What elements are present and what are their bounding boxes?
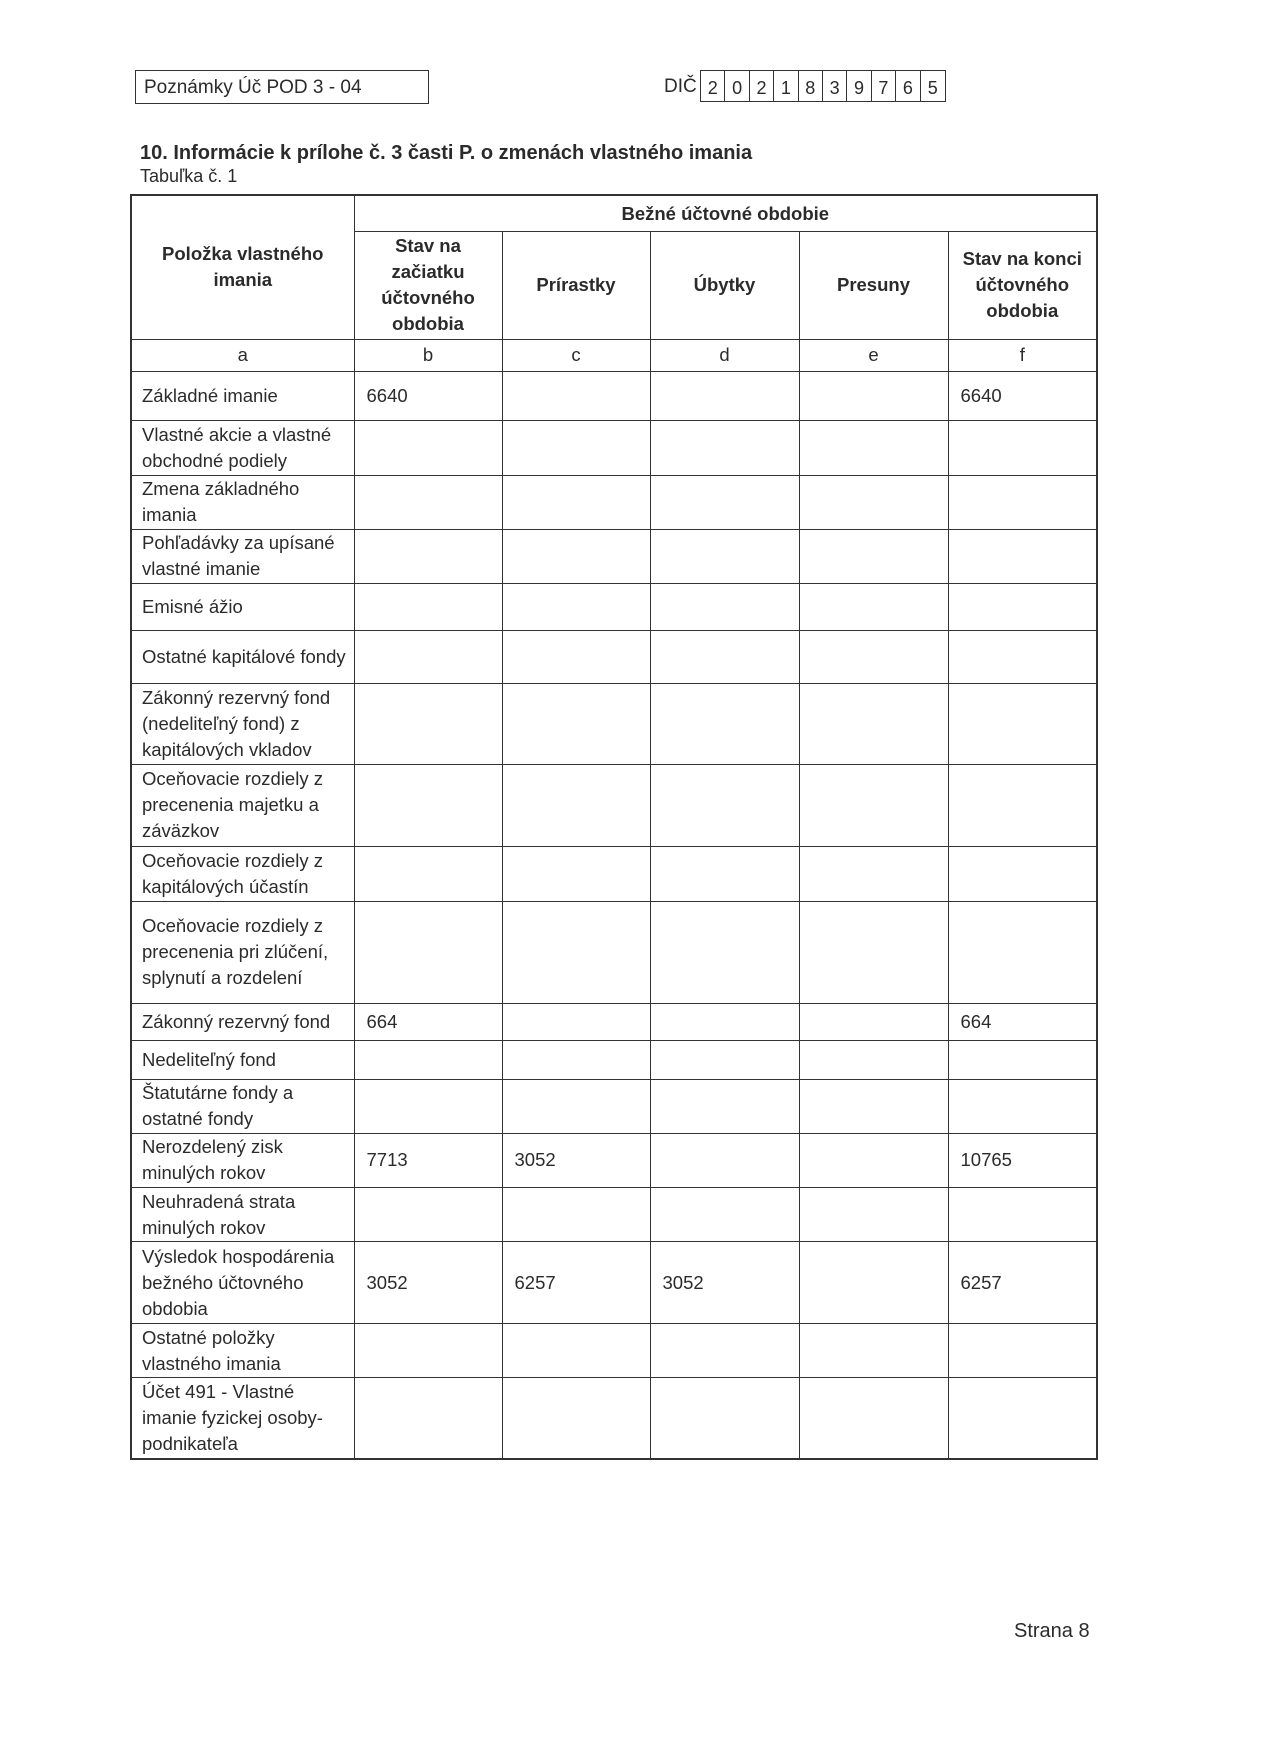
cell-e: [799, 372, 948, 421]
cell-d: [650, 1187, 799, 1241]
cell-e: [799, 764, 948, 846]
column-letter: c: [502, 339, 650, 372]
row-label: Zákonný rezervný fond: [131, 1004, 354, 1041]
dic-digit: 2: [701, 71, 725, 101]
cell-c: [502, 1323, 650, 1377]
table-row: [131, 1040, 1097, 1079]
cell-f: [948, 1040, 1097, 1079]
cell-c: [502, 529, 650, 583]
table-row: [131, 1323, 1097, 1377]
cell-f: [948, 1187, 1097, 1241]
cell-d: [650, 684, 799, 765]
row-label: Ostatné položky vlastného imania: [131, 1323, 354, 1377]
header-col-e: Presuny: [799, 232, 948, 339]
cell-f: [948, 630, 1097, 683]
table-row: [131, 421, 1097, 475]
table-row: [131, 583, 1097, 630]
cell-e: [799, 630, 948, 683]
dic-digit: 0: [725, 71, 749, 101]
dic-digit-boxes: [700, 70, 946, 102]
cell-c: [502, 1040, 650, 1079]
cell-c: [502, 1378, 650, 1459]
table-row: [131, 1242, 1097, 1324]
cell-f: [948, 764, 1097, 846]
cell-b: [354, 1040, 502, 1079]
cell-d: [650, 1323, 799, 1377]
table-row: [131, 1004, 1097, 1041]
dic-digit: 8: [799, 71, 823, 101]
cell-d: [650, 1378, 799, 1459]
row-label: Nerozdelený zisk minulých rokov: [131, 1133, 354, 1187]
row-label: Emisné ážio: [131, 583, 354, 630]
table-label: Tabuľka č. 1: [140, 166, 238, 186]
cell-f: [948, 1079, 1097, 1133]
table-row: [131, 1133, 1097, 1187]
page-number: Strana 8: [1014, 1620, 1090, 1642]
cell-b: [354, 583, 502, 630]
cell-c: [502, 630, 650, 683]
cell-d: [650, 421, 799, 475]
cell-b: [354, 1378, 502, 1459]
column-letter: d: [650, 339, 799, 372]
cell-d: [650, 1040, 799, 1079]
cell-e: [799, 901, 948, 1003]
cell-e: [799, 1187, 948, 1241]
equity-changes-table: [130, 194, 1098, 1460]
row-label: Vlastné akcie a vlastné obchodné podiely: [131, 421, 354, 475]
cell-c: [502, 1187, 650, 1241]
cell-f: [948, 529, 1097, 583]
cell-c: [502, 1079, 650, 1133]
cell-d: [650, 1133, 799, 1187]
cell-b: 7713: [354, 1133, 502, 1187]
row-label: Pohľadávky za upísané vlastné imanie: [131, 529, 354, 583]
cell-c: [502, 421, 650, 475]
cell-c: 6257: [502, 1242, 650, 1324]
dic-digit: 7: [872, 71, 896, 101]
table-row: [131, 764, 1097, 846]
cell-f: 10765: [948, 1133, 1097, 1187]
cell-e: [799, 1004, 948, 1041]
cell-b: [354, 630, 502, 683]
section-title: 10. Informácie k prílohe č. 3 časti P. o zmenách vlastného imania: [140, 142, 753, 164]
table-row: [131, 372, 1097, 421]
row-label: Oceňovacie rozdiely z kapitálových účastín: [131, 846, 354, 901]
cell-d: [650, 901, 799, 1003]
column-letter: a: [131, 339, 354, 372]
table-row: [131, 475, 1097, 529]
cell-c: 3052: [502, 1133, 650, 1187]
cell-f: [948, 475, 1097, 529]
dic-digit: 6: [896, 71, 920, 101]
row-label: Výsledok hospodárenia bežného účtovného obdobia: [131, 1242, 354, 1324]
table-row: [131, 630, 1097, 683]
cell-f: [948, 901, 1097, 1003]
cell-b: [354, 1079, 502, 1133]
cell-c: [502, 475, 650, 529]
table-row: [131, 846, 1097, 901]
cell-c: [502, 846, 650, 901]
row-label: Zákonný rezervný fond (nedeliteľný fond) z kapitálových vkladov: [131, 684, 354, 765]
form-code-box: Poznámky Úč POD 3 - 04: [135, 70, 429, 104]
row-label: Ostatné kapitálové fondy: [131, 630, 354, 683]
cell-c: [502, 583, 650, 630]
cell-e: [799, 1040, 948, 1079]
cell-b: [354, 846, 502, 901]
cell-f: [948, 846, 1097, 901]
cell-c: [502, 901, 650, 1003]
cell-b: [354, 1323, 502, 1377]
table-row: [131, 901, 1097, 1003]
dic-digit: 2: [750, 71, 774, 101]
cell-d: [650, 372, 799, 421]
cell-d: [650, 630, 799, 683]
cell-e: [799, 1323, 948, 1377]
cell-b: 664: [354, 1004, 502, 1041]
cell-f: [948, 421, 1097, 475]
cell-f: 6257: [948, 1242, 1097, 1324]
header-col-d: Úbytky: [650, 232, 799, 339]
cell-f: [948, 583, 1097, 630]
cell-d: [650, 583, 799, 630]
dic-digit: 1: [774, 71, 798, 101]
cell-d: [650, 1004, 799, 1041]
cell-b: [354, 684, 502, 765]
row-label: Základné imanie: [131, 372, 354, 421]
cell-d: [650, 764, 799, 846]
cell-e: [799, 1242, 948, 1324]
column-letter: b: [354, 339, 502, 372]
cell-c: [502, 684, 650, 765]
table-row: [131, 1378, 1097, 1459]
dic-label: DIČ: [664, 76, 697, 97]
dic-digit: 5: [927, 78, 938, 98]
cell-f: 664: [948, 1004, 1097, 1041]
header-col-c: Prírastky: [502, 232, 650, 339]
row-label: Neuhradená strata minulých rokov: [131, 1187, 354, 1241]
cell-d: 3052: [650, 1242, 799, 1324]
cell-b: [354, 764, 502, 846]
column-letter: f: [948, 339, 1097, 372]
cell-d: [650, 475, 799, 529]
cell-f: [948, 684, 1097, 765]
table-row: [131, 529, 1097, 583]
cell-f: [948, 1323, 1097, 1377]
header-col-f: Stav na konci účtovného obdobia: [948, 232, 1097, 339]
dic-digit: 3: [823, 71, 847, 101]
header-current-period: Bežné účtovné obdobie: [354, 195, 1097, 232]
dic-digit: 9: [847, 71, 871, 101]
cell-e: [799, 1079, 948, 1133]
cell-b: [354, 529, 502, 583]
cell-b: 3052: [354, 1242, 502, 1324]
cell-c: [502, 372, 650, 421]
cell-e: [799, 1378, 948, 1459]
cell-d: [650, 846, 799, 901]
cell-e: [799, 421, 948, 475]
row-label: Oceňovacie rozdiely z precenenia pri zlúčení, splynutí a rozdelení: [131, 901, 354, 1003]
cell-d: [650, 529, 799, 583]
cell-c: [502, 1004, 650, 1041]
cell-e: [799, 529, 948, 583]
cell-f: 6640: [948, 372, 1097, 421]
row-label: Účet 491 - Vlastné imanie fyzickej osoby-podnikateľa: [131, 1378, 354, 1459]
column-letter: e: [799, 339, 948, 372]
cell-c: [502, 764, 650, 846]
cell-e: [799, 1133, 948, 1187]
row-label: Oceňovacie rozdiely z precenenia majetku a záväzkov: [131, 764, 354, 846]
table-row: [131, 1079, 1097, 1133]
header-item-column: Položka vlastného imania: [131, 195, 354, 339]
cell-b: [354, 475, 502, 529]
cell-b: [354, 901, 502, 1003]
cell-b: 6640: [354, 372, 502, 421]
header-col-b: Stav na začiatku účtovného obdobia: [354, 232, 502, 339]
row-label: Zmena základného imania: [131, 475, 354, 529]
cell-e: [799, 475, 948, 529]
table-row: [131, 684, 1097, 765]
cell-f: [948, 1378, 1097, 1459]
cell-b: [354, 1187, 502, 1241]
cell-e: [799, 684, 948, 765]
row-label: Štatutárne fondy a ostatné fondy: [131, 1079, 354, 1133]
table-row: [131, 1187, 1097, 1241]
cell-b: [354, 421, 502, 475]
row-label: Nedeliteľný fond: [131, 1040, 354, 1079]
cell-e: [799, 846, 948, 901]
cell-d: [650, 1079, 799, 1133]
cell-e: [799, 583, 948, 630]
